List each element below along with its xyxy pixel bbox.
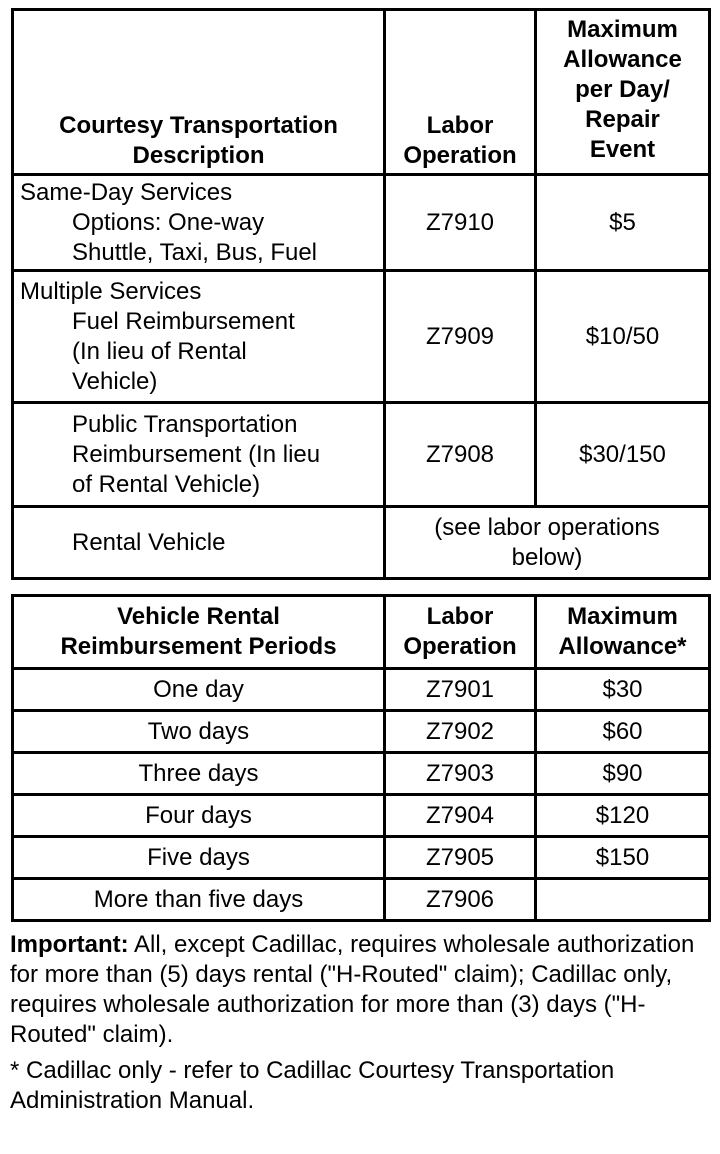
table-row	[13, 403, 710, 507]
notes-section	[10, 930, 700, 1122]
allowance-cell	[536, 879, 710, 921]
table-header-row	[13, 596, 710, 669]
see-labor-operations-note: (see labor operations below)	[385, 507, 710, 579]
rental-period-cell: More than five days	[13, 879, 385, 921]
labor-operation-cell: Z7903	[385, 753, 536, 795]
table-row	[13, 879, 710, 921]
rental-period-cell: Five days	[13, 837, 385, 879]
rental-period-header: Vehicle Rental Reimbursement Periods	[13, 596, 385, 669]
labor-operation-cell: Z7906	[385, 879, 536, 921]
rental-period-cell: Three days	[13, 753, 385, 795]
table-row	[13, 271, 710, 403]
rental-period-cell: Four days	[13, 795, 385, 837]
allowance-cell: $150	[536, 837, 710, 879]
table-row	[13, 669, 710, 711]
labor-operation-cell: Z7910	[385, 175, 536, 271]
table-row	[13, 837, 710, 879]
allowance-cell: $30/150	[536, 403, 710, 507]
footnote: * Cadillac only - refer to Cadillac Courtesy Transportation Administration Manual.	[10, 1057, 615, 1114]
description-cell: Rental Vehicle	[13, 507, 385, 579]
max-allowance-header: Maximum Allowance*	[536, 596, 710, 669]
table-header-row	[13, 10, 710, 175]
description-header: Courtesy Transportation Description	[13, 10, 385, 175]
labor-operation-cell: Z7909	[385, 271, 536, 403]
table-row	[13, 753, 710, 795]
allowance-cell: $120	[536, 795, 710, 837]
labor-operation-cell: Z7901	[385, 669, 536, 711]
table-row	[13, 507, 710, 579]
labor-operation-header: Labor Operation	[385, 10, 536, 175]
labor-operation-cell: Z7905	[385, 837, 536, 879]
allowance-cell: $5	[536, 175, 710, 271]
max-allowance-header: Maximum Allowance per Day/ Repair Event	[536, 10, 710, 175]
vehicle-rental-table	[11, 594, 711, 922]
description-cell: Same-Day Services Options: One-way Shuttle, Taxi, Bus, Fuel	[13, 175, 385, 271]
labor-operation-cell: Z7902	[385, 711, 536, 753]
allowance-cell: $30	[536, 669, 710, 711]
courtesy-transportation-table	[11, 8, 711, 580]
labor-operation-cell: Z7904	[385, 795, 536, 837]
allowance-cell: $60	[536, 711, 710, 753]
rental-period-cell: Two days	[13, 711, 385, 753]
table-row	[13, 175, 710, 271]
important-text: All, except Cadillac, requires wholesale authorization for more than (5) days rental ("H-Routed" claim); Cadillac only, requires wholesale authorization for more than (3) days ("H-Routed" claim).	[10, 931, 695, 1048]
allowance-cell: $10/50	[536, 271, 710, 403]
important-label: Important:	[10, 931, 129, 958]
rental-period-cell: One day	[13, 669, 385, 711]
description-cell: Multiple Services Fuel Reimbursement (In lieu of Rental Vehicle)	[13, 271, 385, 403]
labor-operation-cell: Z7908	[385, 403, 536, 507]
allowance-cell: $90	[536, 753, 710, 795]
table-row	[13, 711, 710, 753]
description-cell: Public Transportation Reimbursement (In lieu of Rental Vehicle)	[13, 403, 385, 507]
labor-operation-header: Labor Operation	[385, 596, 536, 669]
important-note	[10, 930, 700, 1050]
table-row	[13, 795, 710, 837]
